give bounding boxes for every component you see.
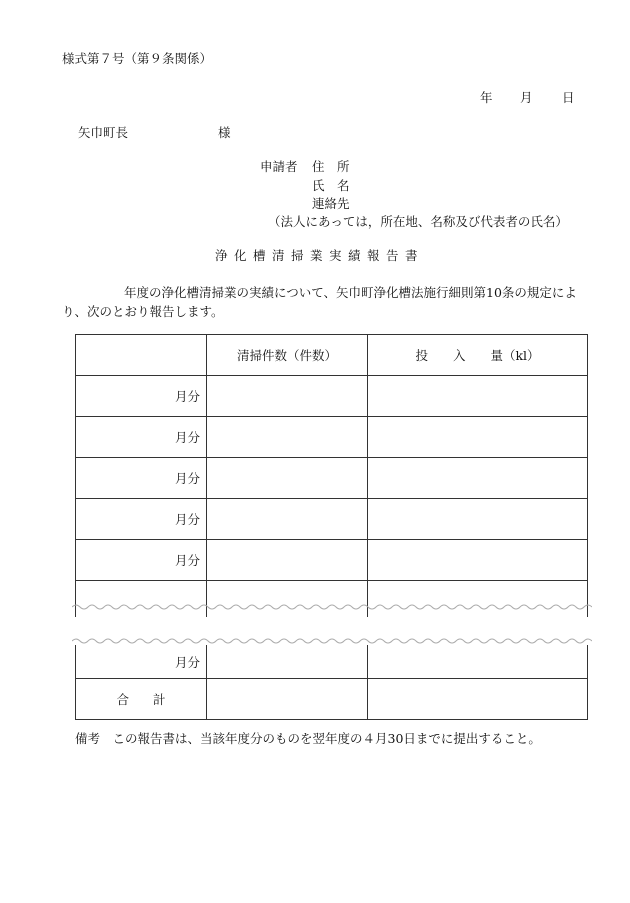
count-cell[interactable] [207, 376, 368, 417]
count-cell[interactable] [207, 645, 368, 679]
count-cell[interactable] [207, 540, 368, 581]
total-label: 合計 [76, 679, 207, 720]
table-row [76, 581, 588, 618]
table-row [76, 458, 588, 499]
form-number: 様式第７号（第９条関係） [62, 51, 213, 66]
applicant-address-label: 住 所 [312, 159, 350, 174]
month-label: 月分 [76, 376, 207, 417]
month-label: 月分 [76, 645, 207, 679]
honorific: 様 [218, 125, 231, 140]
amount-cell[interactable] [368, 376, 588, 417]
applicant-note: （法人にあっては，所在地、名称及び代表者の氏名） [268, 214, 568, 229]
table-row [76, 376, 588, 417]
month-label [76, 581, 207, 618]
count-cell[interactable] [207, 458, 368, 499]
applicant-name-label: 氏 名 [312, 178, 350, 193]
amount-cell[interactable] [368, 499, 588, 540]
date-line [480, 88, 575, 106]
header-cell-count: 清掃件数（件数） [207, 335, 368, 376]
date-year-label: 年 [480, 90, 493, 105]
total-count-cell[interactable] [207, 679, 368, 720]
report-table-continued [75, 645, 588, 720]
table-row [76, 499, 588, 540]
total-row [76, 679, 588, 720]
applicant-contact-label: 連絡先 [312, 196, 350, 211]
month-label: 月分 [76, 540, 207, 581]
amount-cell[interactable] [368, 581, 588, 618]
month-label: 月分 [76, 499, 207, 540]
table-row [76, 645, 588, 679]
header-cell-blank [76, 335, 207, 376]
amount-cell[interactable] [368, 645, 588, 679]
amount-cell[interactable] [368, 458, 588, 499]
count-cell[interactable] [207, 499, 368, 540]
table-break-top [72, 603, 592, 611]
report-table [75, 334, 588, 617]
recipient: 矢巾町長 [78, 125, 129, 140]
count-cell[interactable] [207, 581, 368, 618]
table-row [76, 540, 588, 581]
date-month-label: 月 [520, 90, 533, 105]
date-day-label: 日 [562, 90, 575, 105]
table-header-row [76, 335, 588, 376]
amount-cell[interactable] [368, 417, 588, 458]
document-title: 浄化槽清掃業実績報告書 [215, 248, 425, 263]
amount-cell[interactable] [368, 540, 588, 581]
month-label: 月分 [76, 417, 207, 458]
month-label: 月分 [76, 458, 207, 499]
header-cell-amount: 投 入 量（kl） [368, 335, 588, 376]
applicant-label: 申請者 [260, 159, 298, 174]
body-paragraph: 年度の浄化槽清掃業の実績について、矢巾町浄化槽法施行細則第10条の規定により、次のとおり報告します。 [62, 285, 577, 319]
total-amount-cell[interactable] [368, 679, 588, 720]
remark-note: 備考 この報告書は、当該年度分のものを翌年度の４月30日までに提出すること。 [75, 731, 541, 746]
table-break-bottom [72, 637, 592, 645]
count-cell[interactable] [207, 417, 368, 458]
table-row [76, 417, 588, 458]
